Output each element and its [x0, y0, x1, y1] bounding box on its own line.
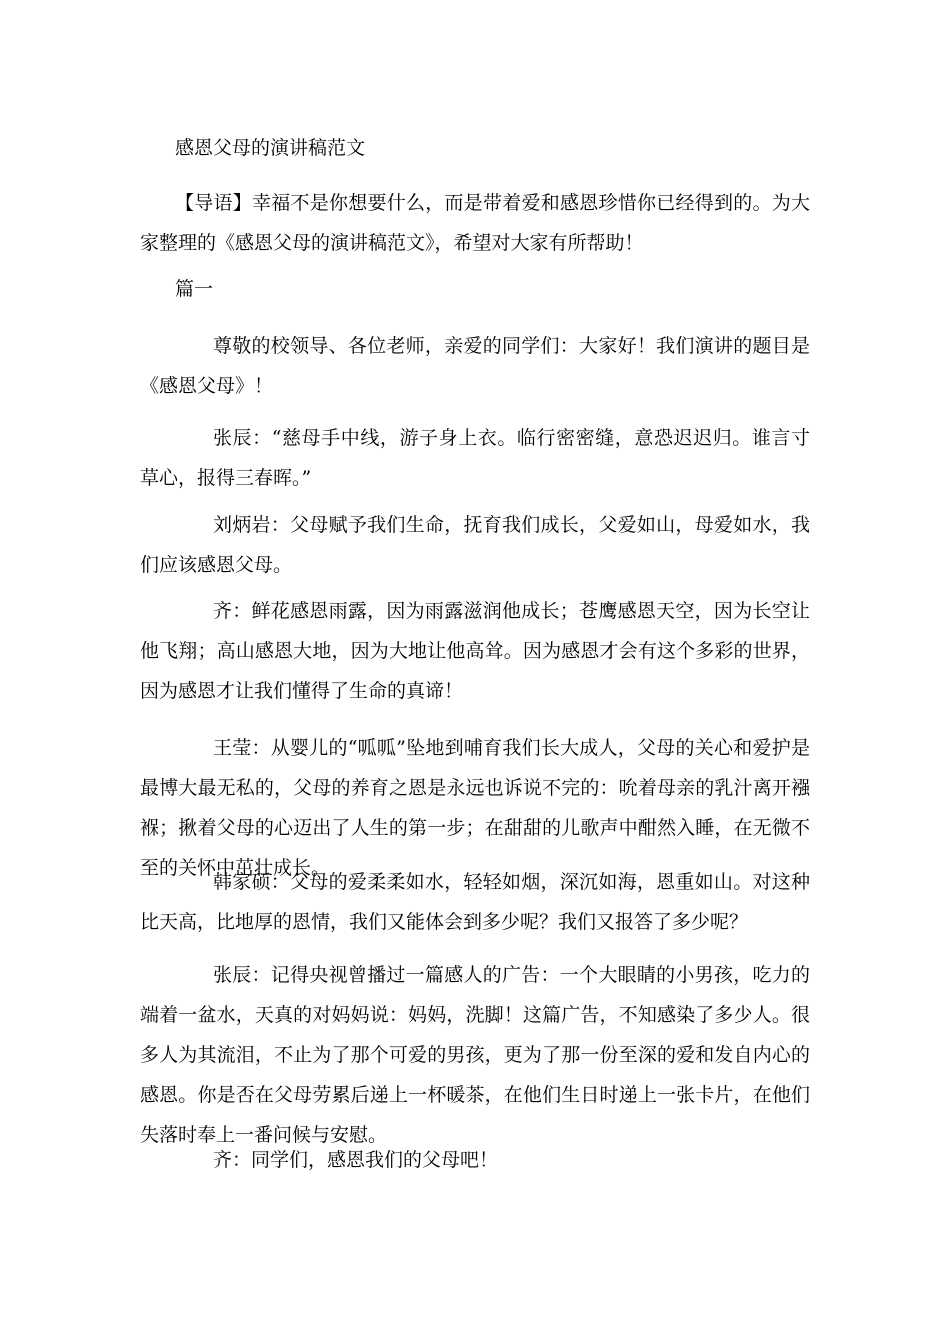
- section-label: 篇一: [175, 278, 214, 300]
- speech-paragraph: 刘炳岩：父母赋予我们生命，抚育我们成长，父爱如山，母爱如水，我们应该感恩父母。: [140, 514, 810, 576]
- speech-paragraph: 王莹：从婴儿的“呱呱”坠地到哺育我们长大成人，父母的关心和爱护是最博大最无私的，父母的养育之恩是永远也诉说不完的：吮着母亲的乳汁离开襁褓；揪着父母的心迈出了人生的第一步；在甜甜的儿歌声中酣然入睡，在无微不至的关怀中茁壮成长。: [140, 737, 810, 879]
- document-title: 感恩父母的演讲稿范文: [175, 137, 366, 159]
- speech-paragraph: 尊敬的校领导、各位老师，亲爱的同学们：大家好！我们演讲的题目是《感恩父母》！: [140, 335, 810, 397]
- speech-paragraph: 韩家硕：父母的爱柔柔如水，轻轻如烟，深沉如海，恩重如山。对这种比天高，比地厚的恩情，我们又能体会到多少呢？我们又报答了多少呢？: [140, 871, 810, 933]
- speech-paragraph: 张辰：“慈母手中线，游子身上衣。临行密密缝，意恐迟迟归。谁言寸草心，报得三春晖。”: [140, 427, 810, 489]
- speech-paragraph: 齐：鲜花感恩雨露，因为雨露滋润他成长；苍鹰感恩天空，因为长空让他飞翔；高山感恩大地，因为大地让他高耸。因为感恩才会有这个多彩的世界，因为感恩才让我们懂得了生命的真谛！: [140, 600, 810, 702]
- intro-paragraph: 【导语】幸福不是你想要什么，而是带着爱和感恩珍惜你已经得到的。为大家整理的《感恩父母的演讲稿范文》，希望对大家有所帮助！: [140, 192, 810, 254]
- speech-paragraph: 齐：同学们，感恩我们的父母吧！: [213, 1149, 499, 1171]
- speech-paragraph: 张辰：记得央视曾播过一篇感人的广告：一个大眼睛的小男孩，吃力的端着一盆水，天真的对妈妈说：妈妈，洗脚！这篇广告，不知感染了多少人。很多人为其流泪，不止为了那个可爱的男孩，更为了那一份至深的爱和发自内心的感恩。你是否在父母劳累后递上一杯暖茶，在他们生日时递上一张卡片，在他们失落时奉上一番问候与安慰。: [140, 964, 810, 1146]
